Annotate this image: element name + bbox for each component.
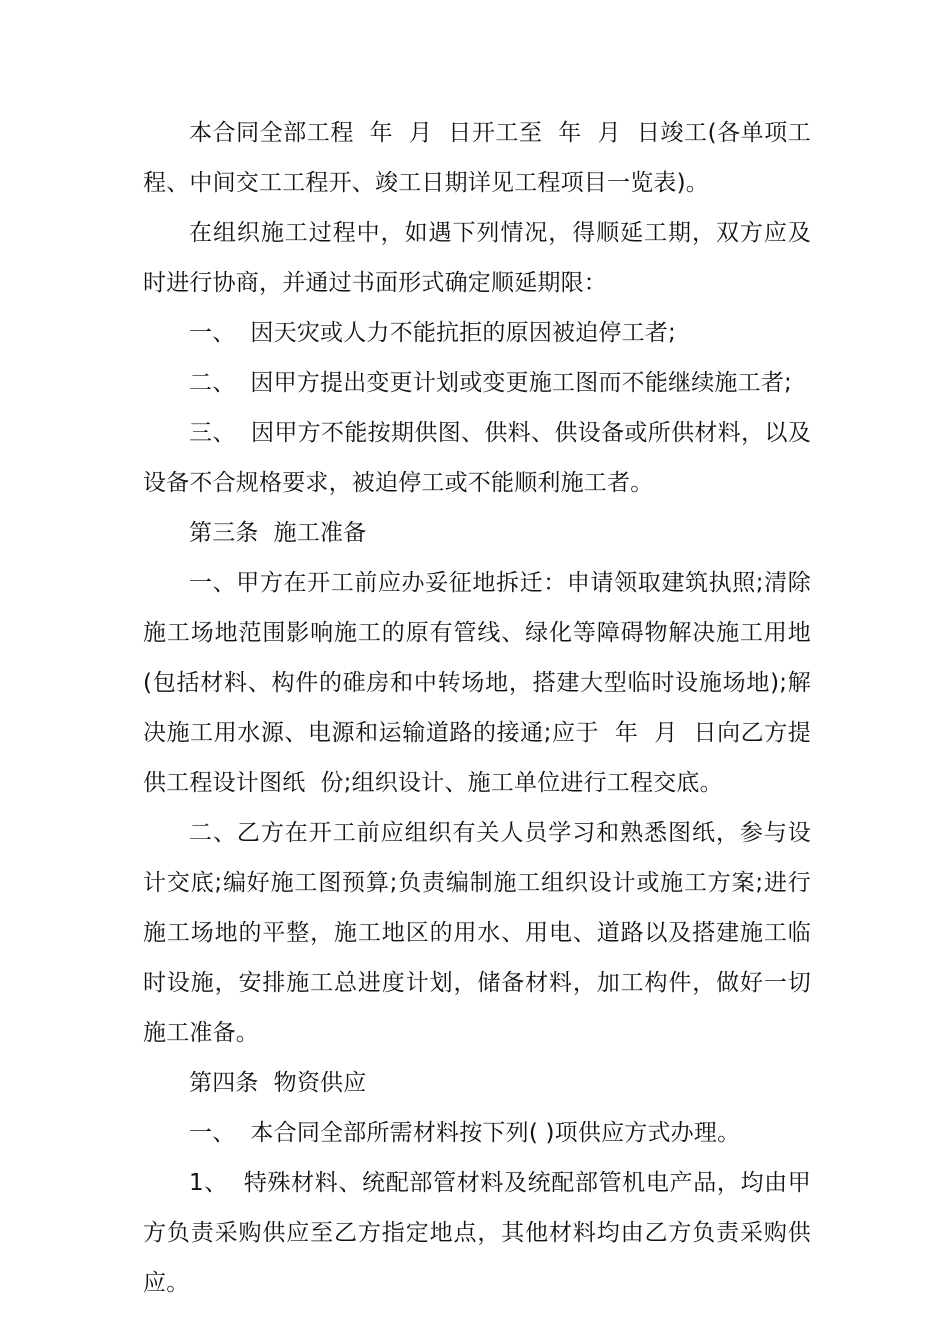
paragraph-item-2: 二、 因甲方提出变更计划或变更施工图而不能继续施工者; bbox=[189, 370, 792, 396]
paragraph-party-b-preparation: 二、乙方在开工前应组织有关人员学习和熟悉图纸，参与设计交底;编好施工图预算;负责编制施工组织设计或施工方案;进行施工场地的平整，施工地区的用水、用电、道路以及搭建施工临时设施，安排施工总进度计划，储备材料，加工构件，做好一切施工准备。 bbox=[143, 820, 811, 1046]
paragraph-party-a-preparation: 一、甲方在开工前应办妥征地拆迁：申请领取建筑执照;清除施工场地范围影响施工的原有管线、绿化等障碍物解决施工用地(包括材料、构件的碓房和中转场地，搭建大型临时设施场地);解决施工用水源、电源和运输道路的接通;应于 年 月 日向乙方提供工程设计图纸 份;组织设计、施工单位进行工程交底。 bbox=[143, 570, 811, 796]
section-heading-article-4: 第四条 物资供应 bbox=[189, 1070, 367, 1096]
paragraph-item-3: 三、 因甲方不能按期供图、供料、供设备或所供材料，以及设备不合规格要求，被迫停工或不能顺利施工者。 bbox=[143, 420, 811, 496]
paragraph-special-materials: 1、 特殊材料、统配部管材料及统配部管机电产品，均由甲方负责采购供应至乙方指定地点，其他材料均由乙方负责采购供应。 bbox=[143, 1170, 811, 1296]
paragraph-extension-conditions: 在组织施工过程中，如遇下列情况，得顺延工期，双方应及时进行协商，并通过书面形式确定顺延期限： bbox=[143, 220, 811, 296]
paragraph-supply-method: 一、 本合同全部所需材料按下列( )项供应方式办理。 bbox=[189, 1120, 741, 1146]
document-body bbox=[143, 108, 811, 1308]
paragraph-construction-period: 本合同全部工程 年 月 日开工至 年 月 日竣工(各单项工程、中间交工工程开、竣工日期详见工程项目一览表)。 bbox=[143, 120, 811, 196]
paragraph-item-1: 一、 因天灾或人力不能抗拒的原因被迫停工者; bbox=[189, 320, 676, 346]
section-heading-article-3: 第三条 施工准备 bbox=[189, 520, 367, 546]
